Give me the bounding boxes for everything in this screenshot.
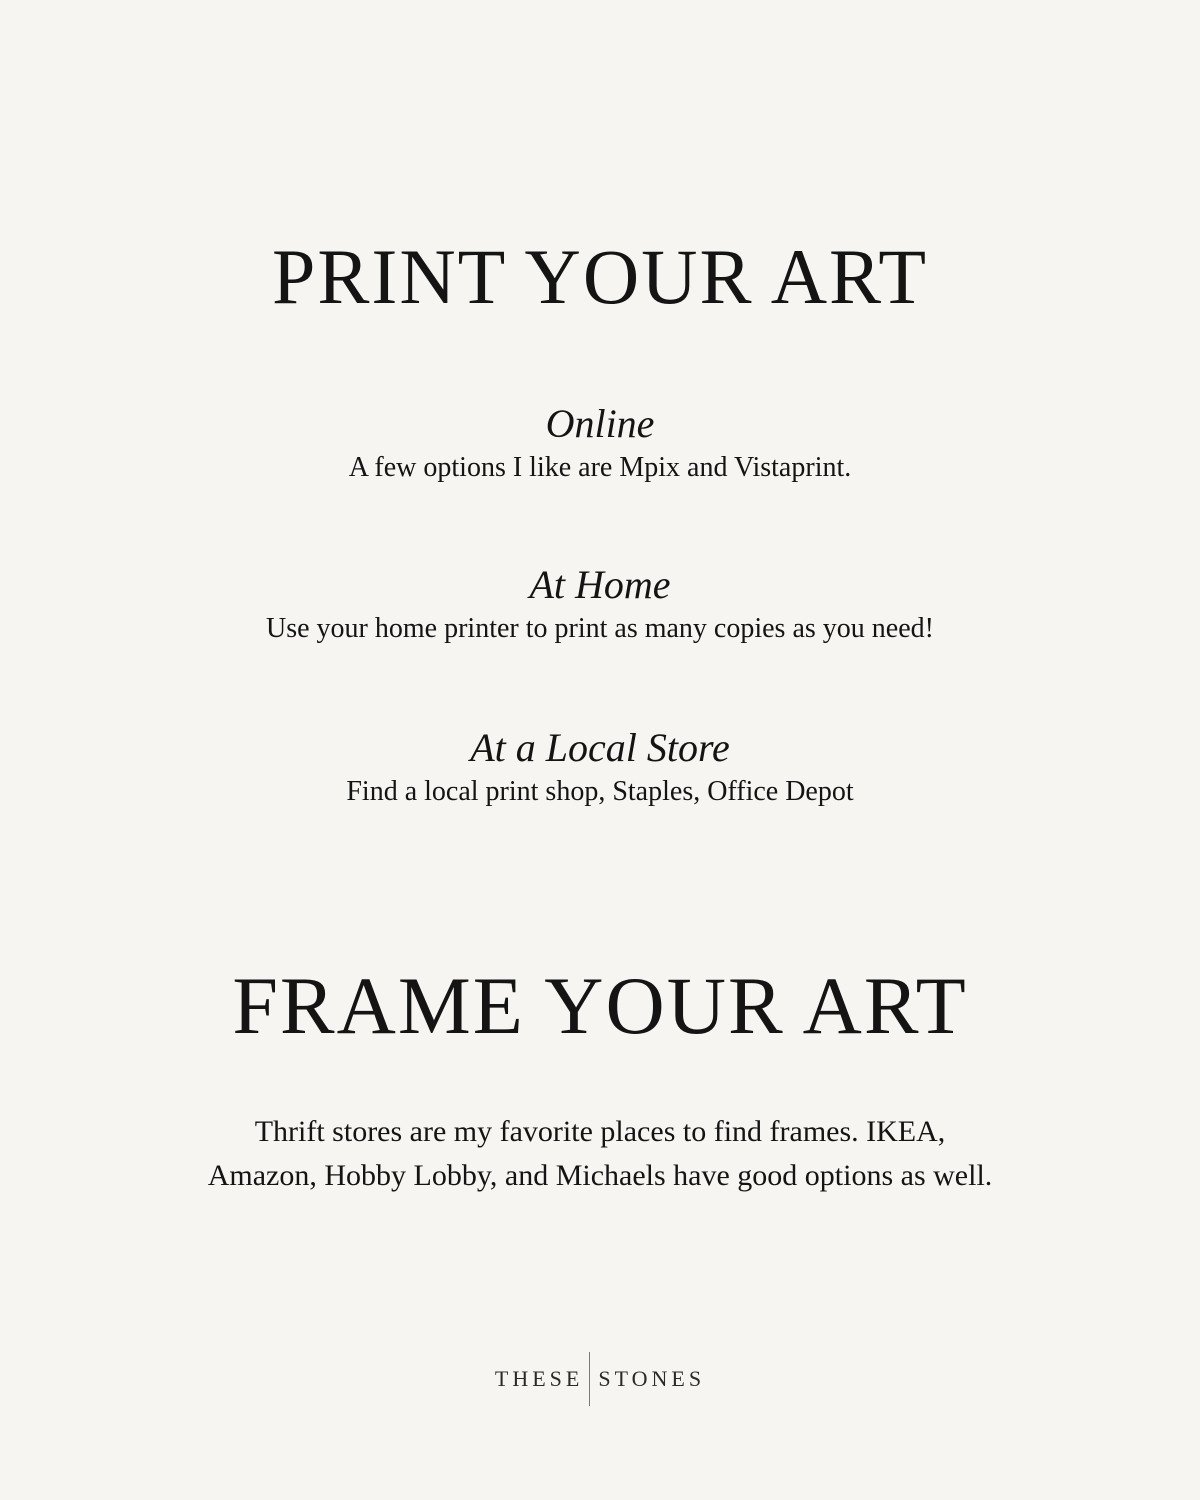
option-local-store-title: At a Local Store [470, 725, 730, 770]
frame-body-line: Amazon, Hobby Lobby, and Michaels have good options as well. [207, 1159, 993, 1192]
option-online-title: Online [545, 401, 655, 446]
print-your-art-heading: PRINT YOUR ART [271, 233, 929, 320]
brand-word-right: STONES [598, 1366, 706, 1391]
option-local-store-description: Find a local print shop, Staples, Office Depot [346, 776, 854, 807]
brand-logo [0, 1352, 1200, 1406]
frame-your-art-heading: FRAME YOUR ART [232, 960, 968, 1051]
frame-body-line: Thrift stores are my favorite places to find frames. IKEA, [254, 1115, 946, 1148]
option-local-store [0, 724, 1200, 810]
option-online [0, 400, 1200, 486]
brand-word-left: THESE [494, 1366, 584, 1391]
brand-divider [589, 1352, 590, 1406]
option-online-description: A few options I like are Mpix and Vistaprint. [348, 452, 852, 483]
option-at-home-title: At Home [529, 562, 671, 607]
frame-your-art-body [150, 1110, 1050, 1198]
option-at-home [0, 561, 1200, 647]
option-at-home-description: Use your home printer to print as many copies as you need! [266, 613, 934, 644]
